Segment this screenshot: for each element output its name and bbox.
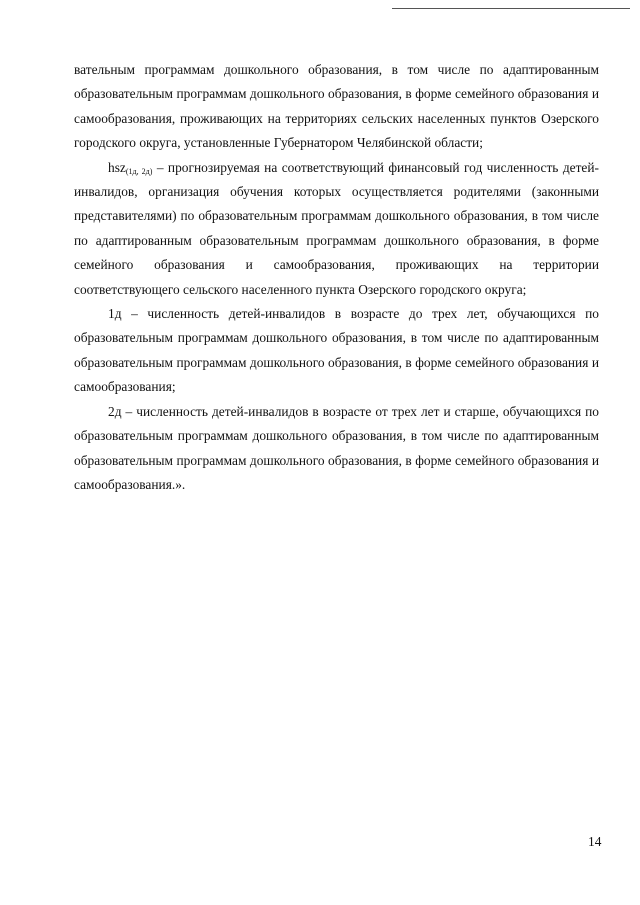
paragraph-1d-definition (74, 302, 599, 400)
paragraph-2d-definition (74, 400, 599, 498)
header-rule (392, 8, 630, 9)
paragraph-text: вательным программам дошкольного образования, в том числе по адаптированным образовательным программам дошкольного образования, в форме семейного образования и самообразования, проживающих на территориях сельских населенных пунктов Озерского городского округа, установленные Губернатором Челябинской области; (74, 62, 599, 151)
paragraph-hsz-definition (74, 156, 599, 302)
term-hsz: hsz (108, 159, 126, 175)
paragraph-text: – прогнозируемая на соответствующий финансовый год численность детей-инвалидов, организация обучения которых осуществляется родителями (законными представителями) по образовательным программам дошкольного образования, в том числе по адаптированным образовательным программам дошкольного образования, в форме семейного образования и самообразования, проживающих на территории соответствующего сельского населенного пункта Озерского городского округа; (74, 159, 599, 297)
paragraph-text: 2д – численность детей-инвалидов в возрасте от трех лет и старше, обучающихся по образовательным программам дошкольного образования, в том числе по адаптированным образовательным программам дошкольного образования, в форме семейного образования и самообразования.». (74, 403, 599, 492)
page-number: 14 (588, 834, 602, 849)
term-hsz-subscript: (1д, 2д) (125, 166, 153, 176)
paragraph-continuation (74, 58, 599, 156)
document-body (74, 58, 599, 497)
paragraph-text: 1д – численность детей-инвалидов в возрасте до трех лет, обучающихся по образовательным программам дошкольного образования, в том числе по адаптированным образовательным программам дошкольного образования, в форме семейного образования и самообразования; (74, 306, 599, 395)
